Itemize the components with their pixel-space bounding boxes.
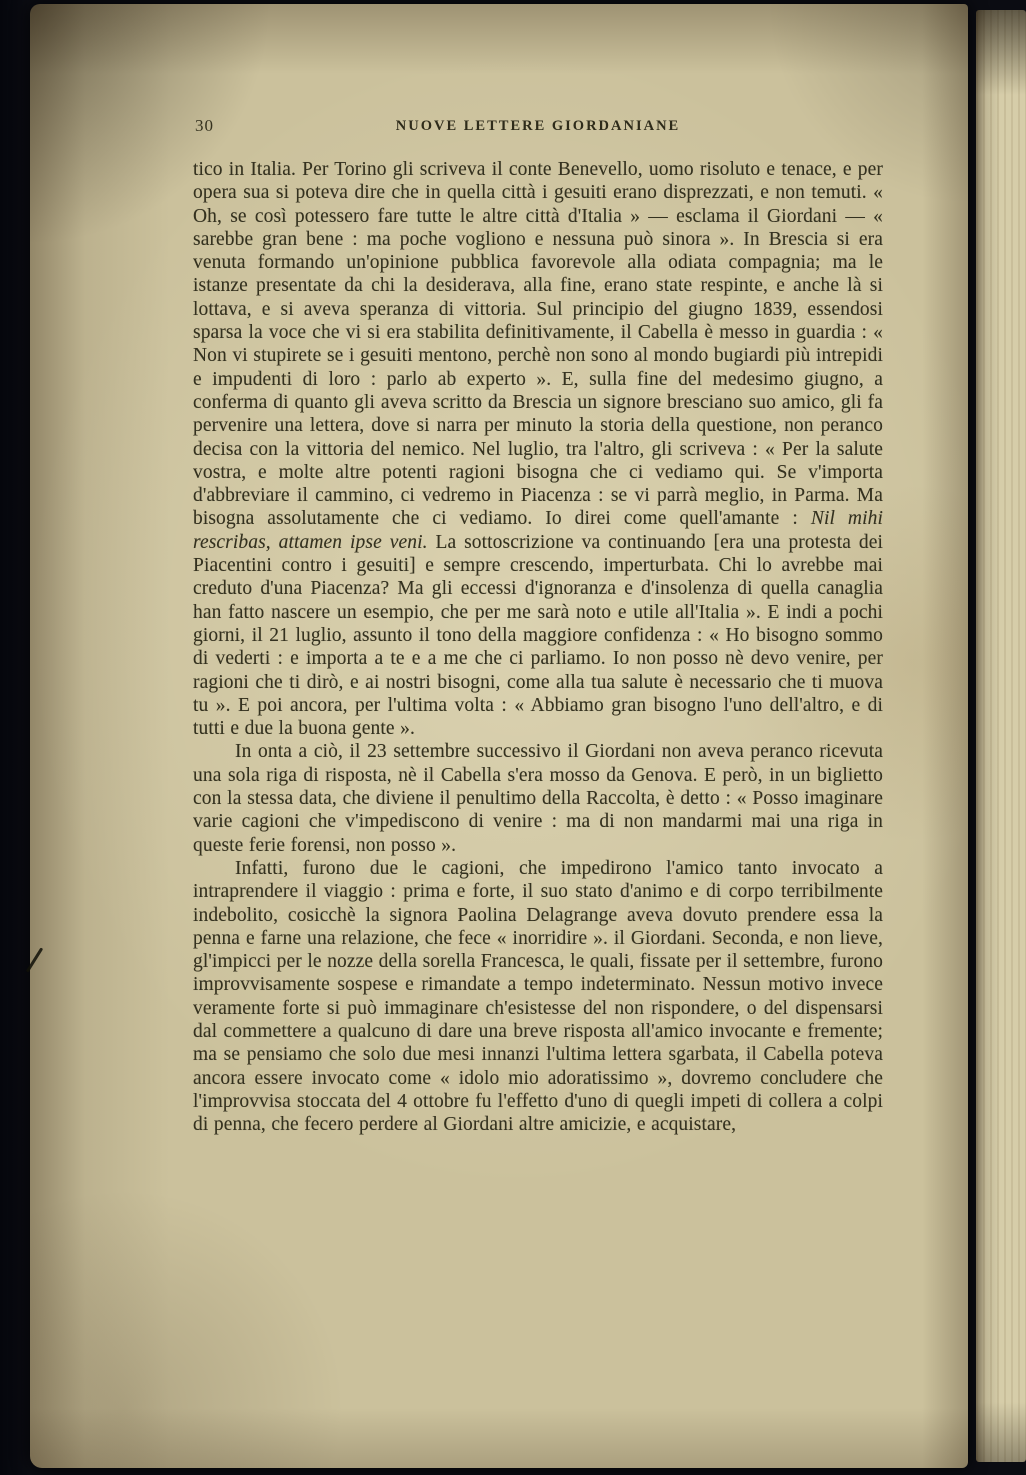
paragraph-text: Infatti, furono due le cagioni, che impedirono l'amico tanto invocato a intraprendere il viaggio : prima e forte, il suo stato d'animo e di corpo terribilmente indebolito, cosicchè la signora Paolina Delagrange aveva dovuto prendere essa la penna e farne una relazione, che fece « inorridire ». il Giordani. Seconda, e non lieve, gl'impicci per le nozze della sorella Francesca, le quali, fissate per il settembre, furono improvvisamente sospese e rimandate a tempo indeterminato. Nessun motivo invece veramente forte si può immaginare ch'esistesse del non rispondere, o del dispensarsi dal commettere a qualcuno di dare una breve risposta all'amico invocante e fremente; ma se pensiamo che solo due mesi innanzi l'ultima lettera sgarbata, il Cabella poteva ancora essere invocato come « idolo mio adoratissimo », dovremo concludere che l'improvvisa stoccata del 4 ottobre fu l'effetto d'uno di quegli impeti di collera a colpi di penna, che fecero perdere al Giordani altre amicizie, e acquistare,	[193, 857, 883, 1136]
latin-quote: Nil mihi rescribas, attamen ipse veni.	[193, 508, 883, 553]
paragraph	[193, 857, 883, 1137]
paragraph	[193, 740, 883, 856]
ink-mark	[26, 947, 43, 972]
paragraph	[193, 158, 883, 740]
page-number: 30	[195, 116, 214, 135]
text-block	[193, 114, 883, 1136]
running-header-title: NUOVE LETTERE GIORDANIANE	[395, 118, 681, 134]
paragraph-text: tico in Italia. Per Torino gli scriveva il conte Benevello, uomo risoluto e tenace, e per opera sua si poteva dire che in quella città i gesuiti erano disprezzati, e non temuti. « Oh, se così potessero fare tutte le altre città d'Italia » — esclama il Giordani — « sarebbe gran bene : ma poche vogliono e nessuna può sinora ». In Brescia si era venuta formando un'opinione pubblica favorevole alla odiata compagnia; ma le istanze presentate da chi la desiderava, alla fine, erano state respinte, e anche là si lottava, e si aveva speranza di vittoria. Sul principio del giugno 1839, essendosi sparsa la voce che vi si era stabilita definitivamente, il Cabella è messo in guardia : « Non vi stupirete se i gesuiti mentono, perchè non sono al mondo bugiardi più intrepidi e impudenti di loro : parlo ab experto ». E, sulla fine del medesimo giugno, a conferma di quanto gli aveva scritto da Brescia un signore bresciano suo amico, gli fa pervenire una lettera, dove si narra per minuto la storia della questione, non peranco decisa con la vittoria del nemico. Nel luglio, tra l'altro, gli scriveva : « Per la salute vostra, e molte altre potenti ragioni bisogna che ci vediamo qui. Se v'importa d'abbreviare il cammino, ci vedremo in Piacenza : se vi parrà meglio, in Parma. Ma bisogna assolutamente che ci vediamo. Io direi come quell'amante :	[193, 159, 883, 530]
book-page	[30, 4, 968, 1468]
paragraph-text: In onta a ciò, il 23 settembre successivo il Giordani non aveva peranco ricevuta una sola riga di risposta, nè il Cabella s'era mosso da Genova. E però, in un biglietto con la stessa data, che diviene il penultimo della Raccolta, è detto : « Posso imaginare varie cagioni che v'impediscono di venire : ma di non mandarmi mai una riga in queste ferie forensi, non posso ».	[193, 741, 883, 856]
page-text	[193, 158, 883, 1136]
running-header	[193, 114, 883, 138]
paragraph-text: La sottoscrizione va continuando [era una protesta dei Piacentini contro i gesuiti] e sempre crescendo, imperturbata. Chi lo avrebbe mai creduto d'una Piacenza? Ma gli eccessi d'ignoranza e d'insolenza di quella canaglia han fatto nascere un esempio, che per me sarà noto e utile all'Italia ». E indi a pochi giorni, il 21 luglio, assunto il tono della maggiore confidenza : « Ho bisogno sommo di vederti : e importa a te e a me che ci parliamo. Io non posso nè devo venire, per ragioni che ti dirò, e ai nostri bisogni, come alla tua salute è necessario che ti muova tu ». E poi ancora, per l'ultima volta : « Abbiamo gran bisogno l'uno dell'altro, e di tutti e due la buona gente ».	[193, 531, 883, 740]
page-edge	[976, 10, 1026, 1462]
